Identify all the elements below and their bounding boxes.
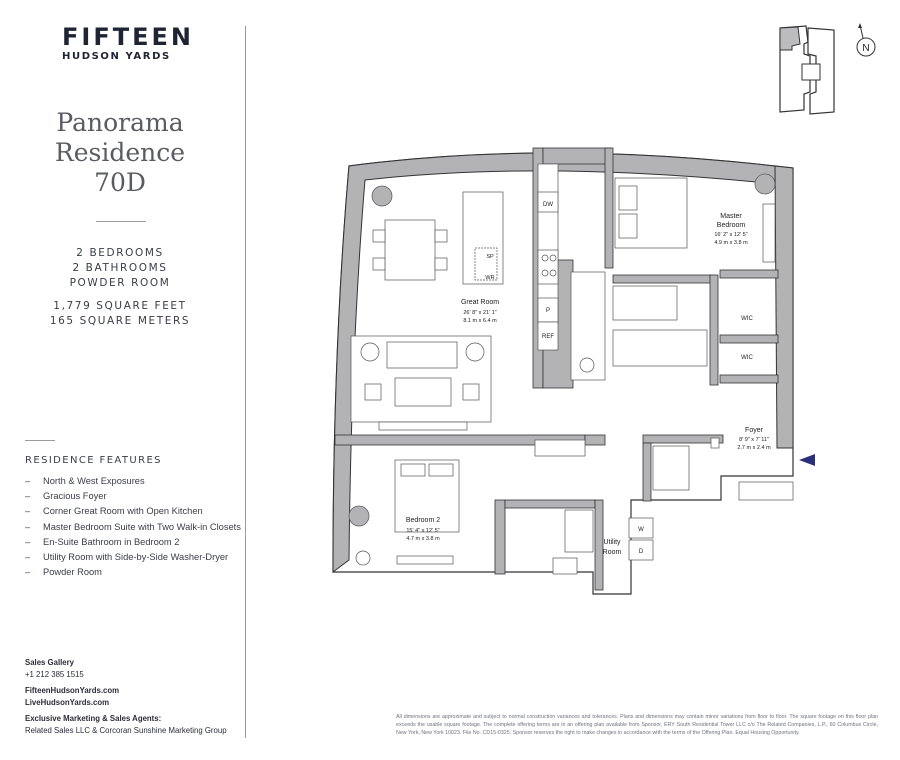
feature-bullet: – (25, 506, 31, 517)
spec-sqm: 165 SQUARE METERS (49, 315, 191, 327)
feature-bullet: – (25, 476, 31, 486)
website-link[interactable]: FifteenHudsonYards.com (25, 686, 120, 696)
pantry-label: P (545, 308, 551, 314)
feature-text: North & West Exposures (43, 476, 145, 486)
brand-name: FIFTEEN (62, 23, 194, 51)
feature-text: Powder Room (43, 567, 102, 578)
master-bedroom-name-2: Bedroom (716, 222, 746, 229)
great-room-dim: 26' 8" x 21' 1" (463, 310, 497, 316)
feature-item (25, 489, 241, 504)
bedroom2-dim: 15' 4" x 12' 5" (406, 528, 440, 534)
wic-label-2: WIC (741, 355, 753, 361)
spec-powder: POWDER ROOM (69, 277, 171, 289)
foyer-dim-metric: 2.7 m x 2.4 m (737, 445, 771, 451)
feature-bullet: – (25, 552, 31, 563)
bedroom2-name: Bedroom 2 (405, 517, 441, 524)
master-bedroom-dim: 16' 2" x 12' 5" (714, 232, 748, 238)
feature-text: En-Suite Bathroom in Bedroom 2 (43, 536, 180, 547)
feature-item (25, 474, 241, 489)
panel-divider (245, 26, 246, 738)
great-room-name: Great Room (460, 299, 500, 306)
feature-text: Master Bedroom Suite with Two Walk-in Closets (43, 521, 241, 532)
bedroom2-dim-metric: 4.7 m x 3.8 m (406, 536, 440, 542)
master-bedroom-name-1: Master (720, 213, 742, 220)
feature-bullet: – (25, 536, 31, 547)
contact-block (25, 657, 227, 737)
feature-item (25, 520, 241, 535)
foyer-name: Foyer (745, 427, 763, 434)
info-panel (0, 0, 246, 760)
feature-item (25, 565, 241, 580)
feature-bullet: – (25, 491, 31, 502)
sales-gallery-label: Sales Gallery (25, 658, 74, 667)
feature-item (25, 535, 241, 550)
title-divider (96, 221, 146, 222)
compass-icon (857, 23, 875, 56)
features-list (25, 474, 241, 580)
agents-names: Related Sales LLC & Corcoran Sunshine Marketing Group (25, 725, 227, 735)
washer-label: W (638, 527, 644, 533)
features-title: RESIDENCE FEATURES (25, 455, 162, 466)
feature-item (25, 550, 241, 565)
key-plan (770, 20, 890, 120)
agents-label: Exclusive Marketing & Sales Agents: (25, 714, 162, 724)
sp-label: SP (486, 254, 494, 260)
brand-subname: HUDSON YARDS (62, 51, 171, 62)
key-plan-core (802, 64, 820, 80)
dryer-label: D (638, 549, 644, 555)
utility-name-1: Utility (603, 539, 621, 546)
ref-label: REF (542, 334, 554, 340)
master-bedroom-dim-metric: 4.9 m x 3.8 m (714, 240, 748, 246)
website-link-2[interactable]: LiveHudsonYards.com (25, 697, 110, 707)
spec-sqft: 1,779 SQUARE FEET (53, 300, 187, 312)
phone-number: +1 212 385 1515 (25, 669, 84, 679)
spec-bathrooms: 2 BATHROOMS (72, 262, 168, 274)
brand-logo (62, 24, 212, 62)
foyer-dim: 8' 9" x 7' 11" (739, 437, 769, 443)
legal-disclaimer: All dimensions are approximate and subject to normal construction variances and tolerances. Plans and dimensions may contain minor variations from floor to floor. The square footage on this floor plan exceeds the usable square footage. The complete offering terms are in an offering plan available from Sponsor, ERY South Residential Tower LLC c/o The Related Companies, L.P., 60 Columbus Circle, New York, New York 10023. File No. CD15-0325. Sponsor reserves the right to make changes in accordance with the terms of the Offering Plan. Equal Housing Opportunity. (396, 714, 878, 736)
compass-label: N (862, 43, 870, 54)
feature-bullet: – (25, 521, 31, 532)
great-room-dim-metric: 8.1 m x 6.4 m (463, 318, 497, 324)
residence-specs (20, 246, 220, 329)
floor-plan (325, 130, 825, 600)
utility-name-2: Room (602, 549, 622, 556)
residence-title: Panorama Residence 70D (54, 108, 186, 197)
spec-bedrooms: 2 BEDROOMS (76, 247, 164, 259)
kitchen (538, 164, 558, 350)
dw-label: DW (543, 202, 553, 208)
feature-item (25, 504, 241, 519)
entry-arrow-icon (799, 454, 815, 466)
feature-text: Gracious Foyer (43, 491, 107, 502)
wic-label-1: WIC (741, 316, 753, 322)
features-divider (25, 440, 55, 441)
wr-label: WR (485, 275, 495, 281)
feature-bullet: – (25, 567, 31, 578)
feature-text: Utility Room with Side-by-Side Washer-Dryer (43, 552, 229, 563)
feature-text: Corner Great Room with Open Kitchen (43, 506, 203, 517)
